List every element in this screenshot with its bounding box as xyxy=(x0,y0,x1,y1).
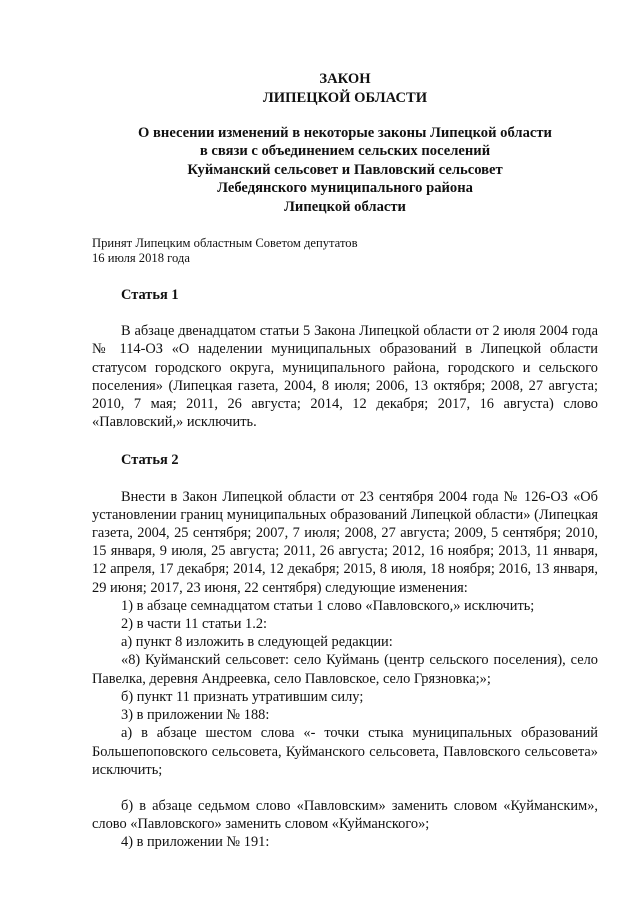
amendment-item: 1) в абзаце семнадцатом статьи 1 слово «Павловского,» исключить; xyxy=(121,597,535,614)
law-title-line-2: ЛИПЕЦКОЙ ОБЛАСТИ xyxy=(262,89,428,106)
amendment-item: «8) Куйманский сельсовет: село Куймань (центр сельского поселения), село Павелка, деревня Андреевка, село Павловское, село Грязновка;»; xyxy=(92,652,598,687)
article-2-intro: Внести в Закон Липецкой области от 23 сентября 2004 года № 126-ОЗ «Об установлении границ муниципальных образований Липецкой области» (Липецкая газета, 2004, 25 сентября; 2007, 7 июля; 2008, 27 августа; 2009, 5 сентября; 2010, 15 января, 9 июля, 25 августа; 2011, 26 августа; 2012, 16 ноября; 2013, 11 января, 12 апреля, 17 декабря; 2014, 12 декабря; 2015, 8 июля, 18 ноября; 2016, 13 января, 29 июня; 2017, 23 июня, 22 сентября) следующие изменения: xyxy=(92,488,598,596)
law-title xyxy=(92,70,598,107)
amendment-item: 2) в части 11 статьи 1.2: xyxy=(121,616,268,633)
amendment-item: 4) в приложении № 191: xyxy=(121,834,270,851)
adoption-date: 16 июля 2018 года xyxy=(92,251,190,266)
subtitle-line: Лебедянского муниципального района xyxy=(217,180,473,197)
adoption-note xyxy=(92,236,598,266)
article-1-text: В абзаце двенадцатом статьи 5 Закона Липецкой области от 2 июля 2004 года № 114-ОЗ «О наделении муниципальных образований в Липецкой области статусом городского округа, муниципального района, городского и сельского поселения» (Липецкая газета, 2004, 8 июля; 2006, 13 октября; 2008, 27 августа; 2010, 7 мая; 2011, 26 августа; 2014, 12 декабря; 2017, 16 августа) слово «Павловский,» исключить. xyxy=(92,323,598,431)
article-2-heading: Статья 2 xyxy=(121,452,179,469)
subtitle-line: Куйманский сельсовет и Павловский сельсовет xyxy=(187,161,503,178)
law-subtitle xyxy=(92,124,598,216)
subtitle-line: О внесении изменений в некоторые законы Липецкой области xyxy=(138,125,552,141)
document-page xyxy=(92,70,598,852)
subtitle-line: в связи с объединением сельских поселений xyxy=(199,143,491,160)
amendment-item: 3) в приложении № 188: xyxy=(121,707,270,724)
article-1-heading: Статья 1 xyxy=(121,287,179,304)
amendment-item: а) пункт 8 изложить в следующей редакции: xyxy=(121,634,393,651)
amendment-item: б) в абзаце седьмом слово «Павловским» заменить словом «Куйманским», слово «Павловского» заменить словом «Куйманского»; xyxy=(92,797,598,833)
adoption-line: Принят Липецким областным Советом депутатов xyxy=(92,236,358,251)
law-title-line-1: ЗАКОН xyxy=(319,71,371,87)
subtitle-line: Липецкой области xyxy=(284,198,406,215)
amendment-item: б) пункт 11 признать утратившим силу; xyxy=(121,688,364,705)
amendment-item: а) в абзаце шестом слова «- точки стыка муниципальных образований Большепоповского сельсовета, Куйманского сельсовета, Павловского сельсовета» исключить; xyxy=(92,725,598,778)
